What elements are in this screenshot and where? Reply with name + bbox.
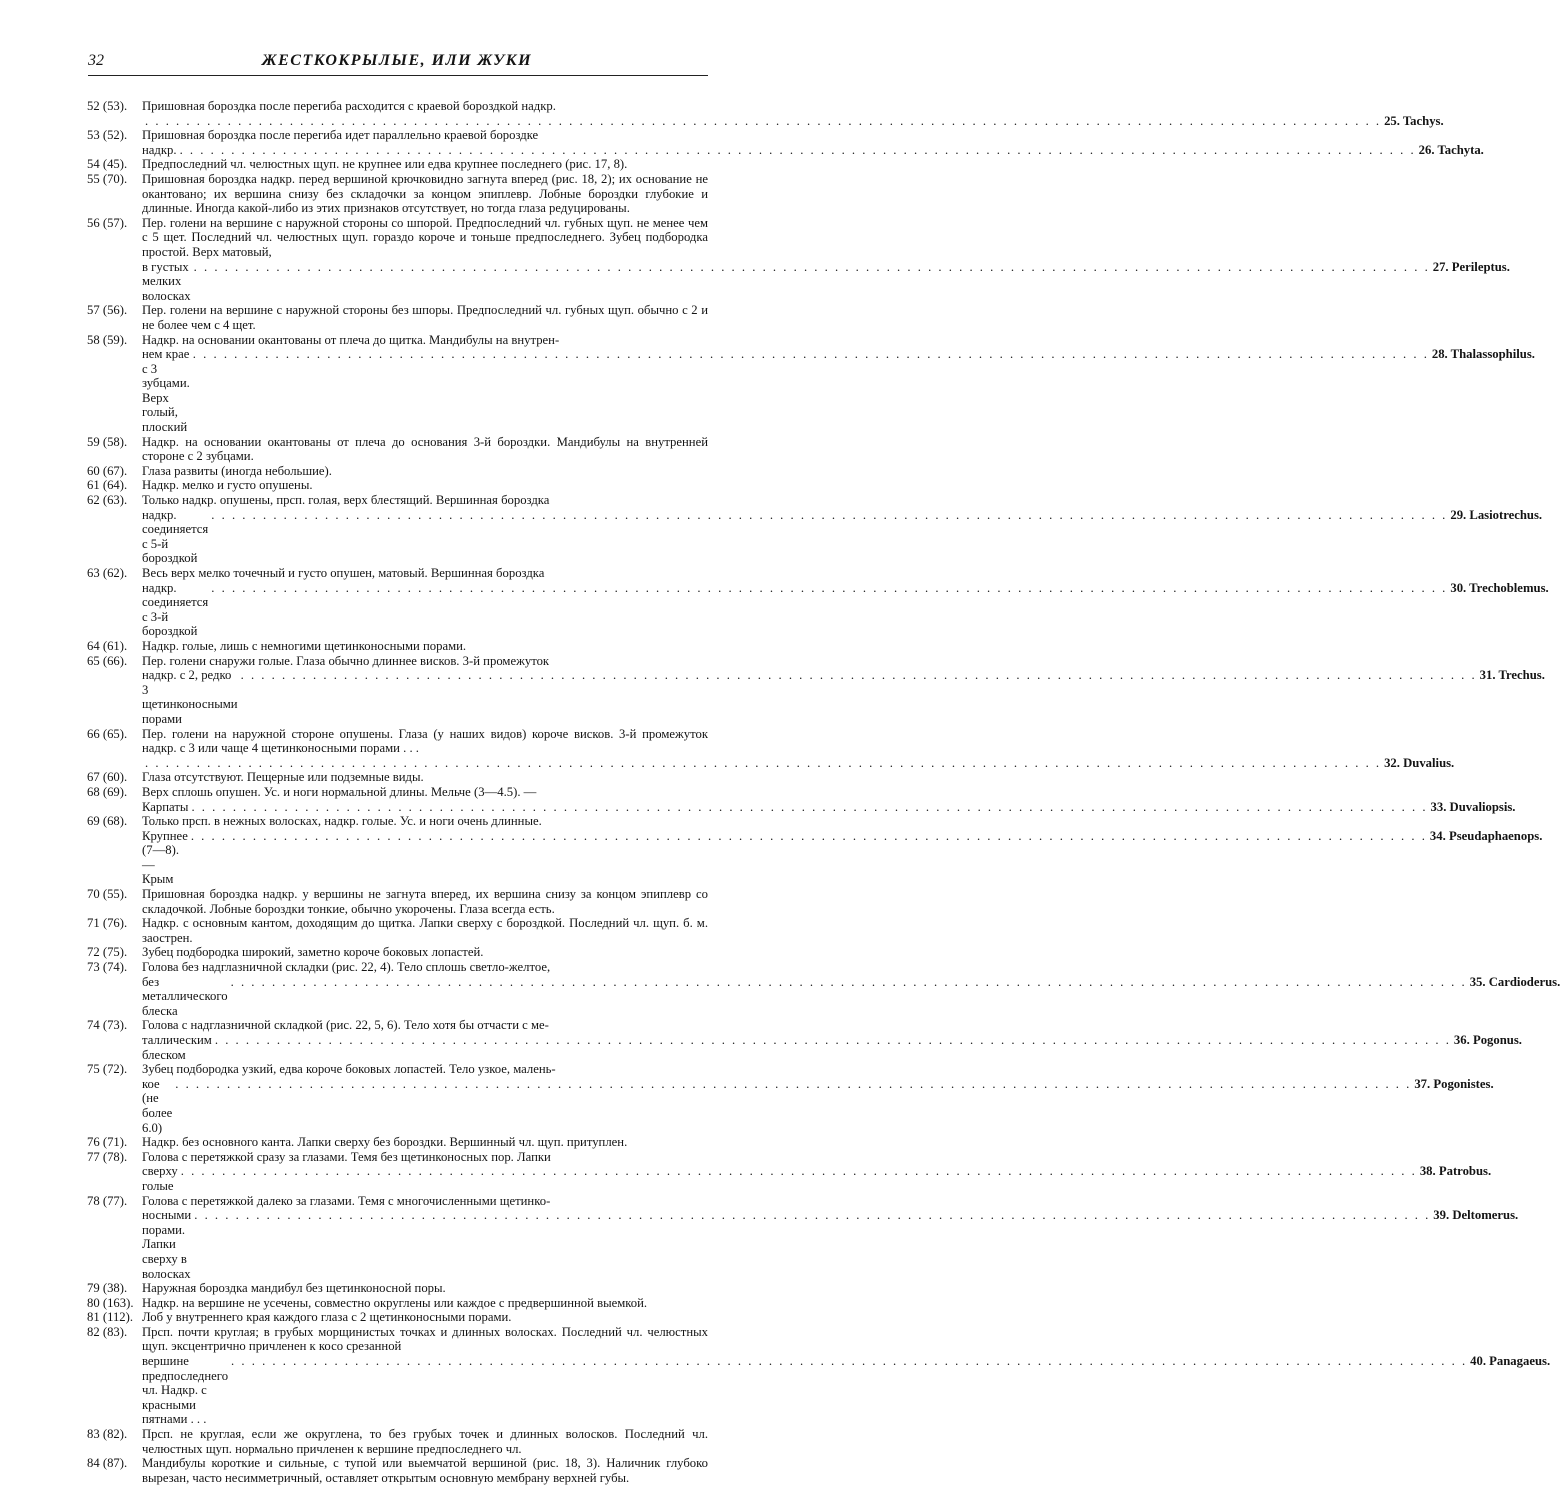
- key-entry: [87, 435, 708, 464]
- key-entry: [87, 784, 1516, 814]
- entry-text: Пер. голени снаружи голые. Глаза обычно длиннее висков. 3-й промежуток: [142, 653, 550, 668]
- entry-result-line: [142, 755, 1455, 771]
- entry-number: 63 (62).: [87, 566, 128, 580]
- key-entry: [87, 1456, 708, 1485]
- entry-text: Пришовная бороздка надкр. перед вершиной крючковидно загнута вперед (рис. 18, 2); их основание не окантовано; их вершина снизу без складочки за концом эпиплевр. Лобные бороздки глубокие и длинные. Иногда какой-либо из этих признаков отсутствует, но тогда глаза редуцированы.: [142, 171, 708, 216]
- page-header: [88, 52, 706, 76]
- entry-number: 58 (59).: [87, 332, 128, 347]
- entry-text: Пер. голени на вершине с наружной стороны со шпорой. Предпоследний чл. губных щуп. не менее чем с 5 щет. Последний чл. челюстных щуп. гораздо короче и тоньше предпоследнего. Зубец подбородка простой. Верх матовый,: [142, 215, 708, 259]
- key-entry: [87, 1427, 708, 1456]
- key-entry: [87, 916, 708, 945]
- result-lead-text: надкр. с 2, редко 3 щетинконосными порами: [142, 668, 238, 726]
- entry-result-line: [142, 1033, 1522, 1062]
- entry-text: Только надкр. опушены, прсп. голая, верх блестящий. Вершинная бороздка: [142, 493, 550, 508]
- entry-result-line: [142, 580, 1549, 639]
- entry-number: 71 (76).: [87, 916, 128, 931]
- entry-number: 81 (112).: [87, 1310, 134, 1325]
- entry-number: 64 (61).: [87, 638, 128, 653]
- dot-leader: . . . . . . . . . . . . . . . . . . . . . . . . . . . . . . . . . . . . . . . . . . . . . . . . . . . . . . . . . . . . . . . . . . . . . . . . . . . . . . . . . . . . . . . . . . . . . . . . . . . . . . . . . . . . . . . . . . . . . . . .: [230, 974, 1467, 989]
- dot-leader: . . . . . . . . . . . . . . . . . . . . . . . . . . . . . . . . . . . . . . . . . . . . . . . . . . . . . . . . . . . . . . . . . . . . . . . . . . . . . . . . . . . . . . . . . . . . . . . . . . . . . . . . . . . . . . . . . . . . . . . .: [191, 799, 1428, 814]
- genus-name: 30. Trechoblemus.: [1450, 580, 1549, 595]
- running-title: ЖЕСТКОКРЫЛЫЕ, ИЛИ ЖУКИ: [261, 52, 533, 69]
- entry-result-line: [142, 142, 1484, 158]
- key-entry: [87, 478, 708, 493]
- key-entry: [87, 1296, 708, 1311]
- entry-text: Зубец подбородка узкий, едва короче боковых лопастей. Тело узкое, малень-: [142, 1062, 556, 1077]
- key-entry: [87, 1310, 708, 1325]
- genus-name: 35. Cardioderus.: [1469, 974, 1560, 989]
- genus-name: 36. Pogonus.: [1453, 1033, 1522, 1047]
- dot-leader: . . . . . . . . . . . . . . . . . . . . . . . . . . . . . . . . . . . . . . . . . . . . . . . . . . . . . . . . . . . . . . . . . . . . . . . . . . . . . . . . . . . . . . . . . . . . . . . . . . . . . . . . . . . . . . . . . . . . . . . .: [180, 1164, 1417, 1179]
- entry-result-line: [142, 347, 1535, 435]
- genus-name: 28. Thalassophilus.: [1431, 347, 1535, 362]
- key-entry: [87, 1281, 708, 1296]
- entry-number: 59 (58).: [87, 434, 128, 449]
- entry-number: 66 (65).: [87, 726, 128, 741]
- dot-leader: . . . . . . . . . . . . . . . . . . . . . . . . . . . . . . . . . . . . . . . . . . . . . . . . . . . . . . . . . . . . . . . . . . . . . . . . . . . . . . . . . . . . . . . . . . . . . . . . . . . . . . . . . . . . . . . . . . . . . . . .: [214, 1033, 1451, 1047]
- entry-text: Надкр. мелко и густо опушены.: [142, 478, 313, 493]
- entry-text: Прсп. почти круглая; в грубых морщинистых точках и длинных волосках. Последний чл. челюстных щуп. эксцентрично причленен к косо срезанной: [142, 1324, 708, 1354]
- entry-result-line: [142, 113, 1444, 129]
- entry-text: Голова с надглазничной складкой (рис. 22, 5, 6). Тело хотя бы отчасти с ме-: [142, 1018, 549, 1033]
- entry-number: 52 (53).: [87, 99, 128, 113]
- genus-name: 40. Panagaeus.: [1470, 1354, 1551, 1369]
- entry-text: Пришовная бороздка после перегиба идет параллельно краевой бороздке: [142, 128, 539, 143]
- key-entry: [87, 464, 708, 479]
- dot-leader: . . . . . . . . . . . . . . . . . . . . . . . . . . . . . . . . . . . . . . . . . . . . . . . . . . . . . . . . . . . . . . . . . . . . . . . . . . . . . . . . . . . . . . . . . . . . . . . . . . . . . . . . . . . . . . . . . . . . . . . .: [211, 580, 1448, 595]
- entry-number: 55 (70).: [87, 171, 128, 186]
- result-lead-text: Карпаты: [142, 799, 189, 814]
- entry-number: 60 (67).: [87, 463, 128, 478]
- entry-number: 83 (82).: [87, 1427, 128, 1442]
- dot-leader: . . . . . . . . . . . . . . . . . . . . . . . . . . . . . . . . . . . . . . . . . . . . . . . . . . . . . . . . . . . . . . . . . . . . . . . . . . . . . . . . . . . . . . . . . . . . . . . . . . . . . . . . . . . . . . . . . . . . . . . .: [211, 507, 1448, 522]
- entry-number: 75 (72).: [87, 1062, 128, 1077]
- entry-number: 78 (77).: [87, 1193, 128, 1208]
- dot-leader: . . . . . . . . . . . . . . . . . . . . . . . . . . . . . . . . . . . . . . . . . . . . . . . . . . . . . . . . . . . . . . . . . . . . . . . . . . . . . . . . . . . . . . . . . . . . . . . . . . . . . . . . . . . . . . . . . . . . . . . .: [192, 347, 1429, 362]
- entry-result-line: [142, 668, 1545, 726]
- genus-name: 29. Lasiotrechus.: [1450, 507, 1543, 522]
- genus-name: 32. Duvalius.: [1384, 755, 1455, 770]
- entry-text: Надкр. без основного канта. Лапки сверху без бороздки. Вершинный чл. щуп. притуплен.: [142, 1135, 628, 1150]
- entry-result-line: [142, 1354, 1551, 1427]
- entry-text: Предпоследний чл. челюстных щуп. не крупнее или едва крупнее последнего (рис. 17, 8).: [142, 157, 628, 172]
- dot-leader: . . . . . . . . . . . . . . . . . . . . . . . . . . . . . . . . . . . . . . . . . . . . . . . . . . . . . . . . . . . . . . . . . . . . . . . . . . . . . . . . . . . . . . . . . . . . . . . . . . . . . . . . . . . . . . . . . . . . . . . .: [240, 668, 1477, 683]
- entry-text: Мандибулы короткие и сильные, с тупой или выемчатой вершиной (рис. 18, 3). Наличник глубоко вырезан, часто несимметричный, оставляет открытым основную мембрану верхней губы.: [142, 1456, 708, 1485]
- genus-name: 25. Tachys.: [1384, 113, 1444, 128]
- key-entry: [87, 128, 1484, 157]
- genus-name: 31. Trechus.: [1479, 668, 1545, 683]
- entry-number: 70 (55).: [87, 887, 128, 902]
- entry-number: 67 (60).: [87, 770, 128, 785]
- key-entry: [87, 639, 708, 654]
- key-entry: [87, 770, 708, 785]
- genus-name: 39. Deltomerus.: [1433, 1208, 1519, 1223]
- dot-leader: . . . . . . . . . . . . . . . . . . . . . . . . . . . . . . . . . . . . . . . . . . . . . . . . . . . . . . . . . . . . . . . . . . . . . . . . . . . . . . . . . . . . . . . . . . . . . . . . . . . . . . . . . . . . . . . . . . . . . . . .: [194, 1208, 1431, 1223]
- entry-text: Пришовная бороздка надкр. у вершины не загнута вперед, их вершина снизу за концом эпиплевр со складочкой. Лобные бороздки тонкие, обычно укорочены. Глаза всегда есть.: [142, 887, 708, 916]
- entry-text: Надкр. на основании окантованы от плеча до основания 3-й бороздки. Мандибулы на внутренней стороне с 2 зубцами.: [142, 434, 708, 464]
- dot-leader: . . . . . . . . . . . . . . . . . . . . . . . . . . . . . . . . . . . . . . . . . . . . . . . . . . . . . . . . . . . . . . . . . . . . . . . . . . . . . . . . . . . . . . . . . . . . . . . . . . . . . . . . . . . . . . . . . . . . . . . .: [193, 259, 1430, 274]
- key-entry: [87, 215, 1510, 304]
- entry-result-line: [142, 1208, 1519, 1281]
- key-entry: [87, 814, 1543, 887]
- key-entry: [87, 1149, 1492, 1194]
- entry-number: 61 (64).: [87, 478, 128, 493]
- entry-result-line: [142, 974, 1560, 1019]
- entry-result-line: [142, 1076, 1494, 1135]
- entry-number: 65 (66).: [87, 653, 128, 668]
- key-entry: [87, 99, 1444, 128]
- entry-result-line: [142, 828, 1543, 887]
- entry-number: 82 (83).: [87, 1324, 128, 1339]
- dot-leader: . . . . . . . . . . . . . . . . . . . . . . . . . . . . . . . . . . . . . . . . . . . . . . . . . . . . . . . . . . . . . . . . . . . . . . . . . . . . . . . . . . . . . . . . . . . . . . . . . . . . . . . . . . . . . . . . . . . . . . . .: [145, 755, 1382, 770]
- entry-number: 84 (87).: [87, 1456, 128, 1471]
- entry-number: 79 (38).: [87, 1281, 128, 1296]
- genus-name: 33. Duvaliopsis.: [1430, 799, 1516, 814]
- key-entry: [87, 303, 708, 332]
- entry-text: Голова с перетяжкой сразу за глазами. Темя без щетинконосных пор. Лапки: [142, 1149, 551, 1164]
- key-entry: [87, 960, 1560, 1018]
- entry-text: Верх сплошь опушен. Ус. и ноги нормальной длины. Мельче (3—4.5). —: [142, 784, 537, 799]
- entry-text: Надкр. на основании окантованы от плеча до щитка. Мандибулы на внутрен-: [142, 332, 560, 347]
- key-entry: [87, 157, 708, 172]
- result-lead-text: нем крае с 3 зубцами. Верх голый, плоский: [142, 347, 190, 435]
- entry-number: 68 (69).: [87, 784, 128, 799]
- entry-text: Пер. голени на вершине с наружной стороны без шпоры. Предпоследний чл. губных щуп. обычно с 2 и не более чем с 4 щет.: [142, 303, 708, 332]
- genus-name: 26. Tachyta.: [1418, 142, 1484, 157]
- entry-text: Надкр. на вершине не усечены, совместно округлены или каждое с предвершинной выемкой.: [142, 1295, 648, 1310]
- key-entry: [87, 332, 1535, 435]
- key-entry: [87, 1018, 1522, 1062]
- entry-text: Голова с перетяжкой далеко за глазами. Темя с многочисленными щетинко-: [142, 1193, 551, 1208]
- entry-number: 56 (57).: [87, 215, 128, 230]
- key-entry: [87, 566, 1549, 639]
- entry-number: 57 (56).: [87, 303, 128, 318]
- dot-leader: . . . . . . . . . . . . . . . . . . . . . . . . . . . . . . . . . . . . . . . . . . . . . . . . . . . . . . . . . . . . . . . . . . . . . . . . . . . . . . . . . . . . . . . . . . . . . . . . . . . . . . . . . . . . . . . . . . . . . . . .: [179, 142, 1416, 157]
- entry-text: Весь верх мелко точечный и густо опушен, матовый. Вершинная бороздка: [142, 566, 545, 580]
- entry-text: Надкр. с основным кантом, доходящим до щитка. Лапки сверху с бороздкой. Последний чл. щуп. б. м. заострен.: [142, 916, 708, 945]
- key-entry: [87, 1324, 1551, 1427]
- result-lead-text: Крупнее (7—8). — Крым: [142, 828, 188, 887]
- entry-number: 80 (163).: [87, 1295, 134, 1310]
- entry-number: 54 (45).: [87, 157, 128, 172]
- entry-text: Наружная бороздка мандибул без щетинконосной поры.: [142, 1281, 446, 1296]
- result-lead-text: носными порами. Лапки сверху в волосках: [142, 1208, 192, 1281]
- dot-leader: . . . . . . . . . . . . . . . . . . . . . . . . . . . . . . . . . . . . . . . . . . . . . . . . . . . . . . . . . . . . . . . . . . . . . . . . . . . . . . . . . . . . . . . . . . . . . . . . . . . . . . . . . . . . . . . . . . . . . . . .: [231, 1354, 1468, 1369]
- dot-leader: . . . . . . . . . . . . . . . . . . . . . . . . . . . . . . . . . . . . . . . . . . . . . . . . . . . . . . . . . . . . . . . . . . . . . . . . . . . . . . . . . . . . . . . . . . . . . . . . . . . . . . . . . . . . . . . . . . . . . . . .: [190, 828, 1427, 843]
- entry-number: 69 (68).: [87, 814, 128, 829]
- entry-text: Зубец подбородка широкий, заметно короче боковых лопастей.: [142, 945, 484, 960]
- genus-name: 34. Pseudaphaenops.: [1429, 828, 1543, 843]
- entry-text: Голова без надглазничной складки (рис. 22, 4). Тело сплошь светло-желтое,: [142, 960, 551, 975]
- entry-number: 62 (63).: [87, 493, 128, 508]
- key-entry: [87, 887, 708, 916]
- key-entry: [87, 1193, 1519, 1282]
- result-lead-text: надкр. соединяется с 5-й бороздкой: [142, 507, 209, 566]
- entry-number: 77 (78).: [87, 1149, 128, 1164]
- key-entry: [87, 653, 1545, 727]
- result-lead-text: надкр. соединяется с 3-й бороздкой: [142, 580, 209, 639]
- result-lead-text: вершине предпоследнего чл. Надкр. с красными пятнами . . .: [142, 1354, 229, 1427]
- key-entry: [87, 1135, 708, 1150]
- entry-text: Надкр. голые, лишь с немногими щетинконосными порами.: [142, 638, 467, 653]
- genus-name: 38. Patrobus.: [1419, 1164, 1492, 1179]
- entry-number: 73 (74).: [87, 960, 128, 975]
- key-entry: [87, 172, 708, 216]
- entry-number: 74 (73).: [87, 1018, 128, 1033]
- entry-text: Пришовная бороздка после перегиба расходится с краевой бороздкой надкр.: [142, 99, 556, 113]
- result-lead-text: сверху голые: [142, 1164, 178, 1193]
- entry-result-line: [142, 259, 1510, 304]
- entry-result-line: [142, 1164, 1492, 1193]
- entry-text: Глаза отсутствуют. Пещерные или подземные виды.: [142, 770, 424, 785]
- dot-leader: . . . . . . . . . . . . . . . . . . . . . . . . . . . . . . . . . . . . . . . . . . . . . . . . . . . . . . . . . . . . . . . . . . . . . . . . . . . . . . . . . . . . . . . . . . . . . . . . . . . . . . . . . . . . . . . . . . . . . . . .: [175, 1076, 1412, 1091]
- entry-number: 76 (71).: [87, 1135, 128, 1150]
- entry-text: Лоб у внутреннего края каждого глаза с 2 щетинконосными порами.: [142, 1310, 512, 1325]
- result-lead-text: в густых мелких волосках: [142, 259, 191, 303]
- key-entry: [87, 945, 708, 960]
- header-rule: [88, 75, 708, 76]
- entry-text: Глаза развиты (иногда небольшие).: [142, 463, 332, 478]
- entry-text: Прсп. не круглая, если же округлена, то без грубых точек и длинных волосков. Последний чл. челюстных щуп. нормально причленен к вершине предпоследнего чл.: [142, 1427, 708, 1456]
- result-lead-text: кое (не более 6.0): [142, 1076, 173, 1135]
- entry-result-line: [142, 507, 1543, 566]
- dot-leader: . . . . . . . . . . . . . . . . . . . . . . . . . . . . . . . . . . . . . . . . . . . . . . . . . . . . . . . . . . . . . . . . . . . . . . . . . . . . . . . . . . . . . . . . . . . . . . . . . . . . . . . . . . . . . . . . . . . . . . . .: [145, 113, 1382, 128]
- page-number: 32: [88, 52, 104, 69]
- identification-key: [87, 99, 1560, 1485]
- entry-text: Только прсп. в нежных волосках, надкр. голые. Ус. и ноги очень длинные.: [142, 814, 542, 829]
- key-entry: [87, 493, 1543, 566]
- genus-name: 27. Perileptus.: [1432, 259, 1510, 274]
- result-lead-text: без металлического блеска: [142, 974, 228, 1018]
- key-entry: [87, 1062, 1494, 1135]
- result-lead-text: надкр.: [142, 142, 177, 157]
- entry-number: 53 (52).: [87, 128, 128, 143]
- genus-name: 37. Pogonistes.: [1414, 1076, 1494, 1091]
- key-entry: [87, 726, 1455, 771]
- entry-result-line: [142, 799, 1516, 815]
- entry-text: Пер. голени на наружной стороне опушены. Глаза (у наших видов) короче висков. 3-й промежуток надкр. с 3 или чаще 4 щетинконосными порами . . .: [142, 726, 708, 756]
- result-lead-text: таллическим блеском: [142, 1033, 212, 1062]
- entry-number: 72 (75).: [87, 945, 128, 960]
